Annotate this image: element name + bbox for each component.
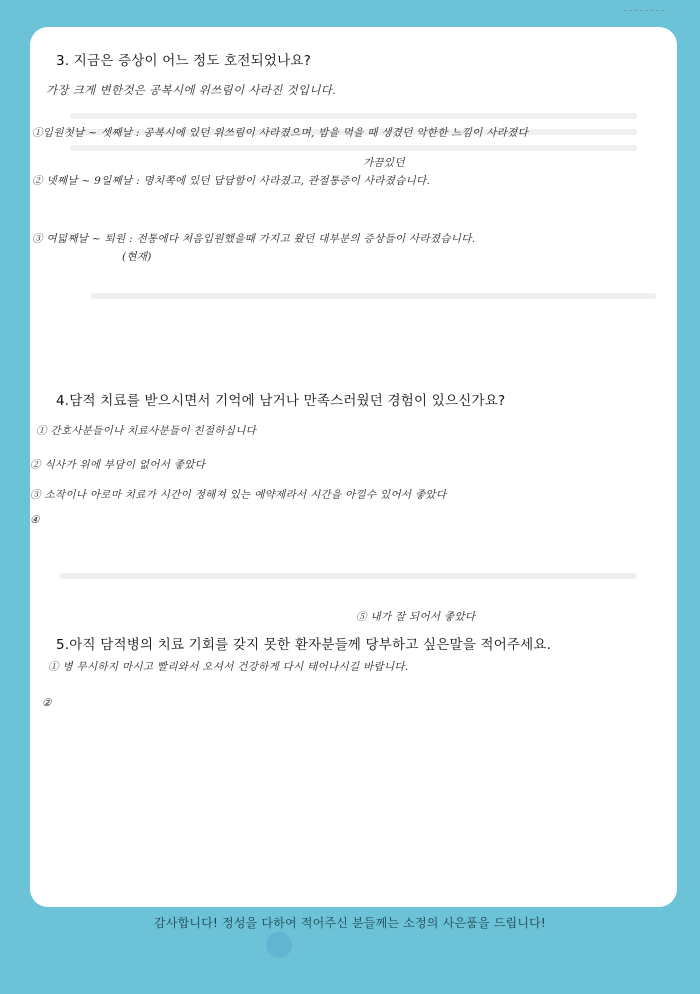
answer-q4-line1: ① 간호사분들이나 치료사분들이 친절하십니다 [36,425,257,437]
question-3: 3. 지금은 증상이 어느 정도 호전되었나요? [56,53,311,69]
question-5: 5.아직 담적병의 치료 기회를 갖지 못한 환자분들께 당부하고 싶은말을 적어주세요. [56,637,552,653]
bleed-through-line [70,145,637,151]
answer-q3-intro: 가장 크게 변한것은 공복시에 위쓰림이 사라진 것입니다. [46,83,337,97]
answer-q4-extra: ⑤ 내가 잘 되어서 좋았다 [356,611,476,623]
answer-q3-line3: ③ 여덟째날 ~ 퇴원 : 전통에다 처음입원했을때 가지고 왔던 대부분의 증상들이 사라졌습니다. [32,233,476,245]
answer-q4-line3: ③ 소작이나 아로마 치료가 시간이 정해져 있는 예약제라서 시간을 아낄수 있어서 좋았다 [30,489,447,501]
answer-q5-line1: ① 병 무시하지 마시고 빨리와서 오셔서 건강하게 다시 태어나시길 바랍니다. [48,661,409,673]
bleed-through-line [60,573,637,579]
ink-stain-mark [266,932,292,958]
answer-q4-line4: ④ [30,514,40,526]
answer-q3-line3-note: (현재) [122,251,152,263]
stray-pen-mark [624,10,664,15]
bleed-through-line [90,293,657,299]
answer-q4-line2: ② 식사가 위에 부담이 없어서 좋았다 [30,459,206,471]
answer-q3-line2: ② 넷째날 ~ 9일째날 : 명치쪽에 있던 답답함이 사라졌고, 관절통증이 사라졌습니다. [32,175,431,187]
answer-q3-line1: ①입원첫날 ~ 셋째날 : 공복시에 있던 위쓰림이 사라졌으며, 밥을 먹을 때 생겼던 악한한 느낌이 사라졌다 [32,127,529,139]
thank-you-footer: 감사합니다! 정성을 다하여 적어주신 분들께는 소정의 사은품을 드립니다! [154,916,546,930]
survey-sheet [30,27,677,907]
answer-q5-line2: ② [42,697,52,709]
bleed-through-line [70,113,637,119]
question-4: 4.담적 치료를 받으시면서 기억에 남거나 만족스러웠던 경험이 있으신가요? [56,393,506,409]
answer-q3-line2-insert: 가끔있던 [363,157,405,169]
